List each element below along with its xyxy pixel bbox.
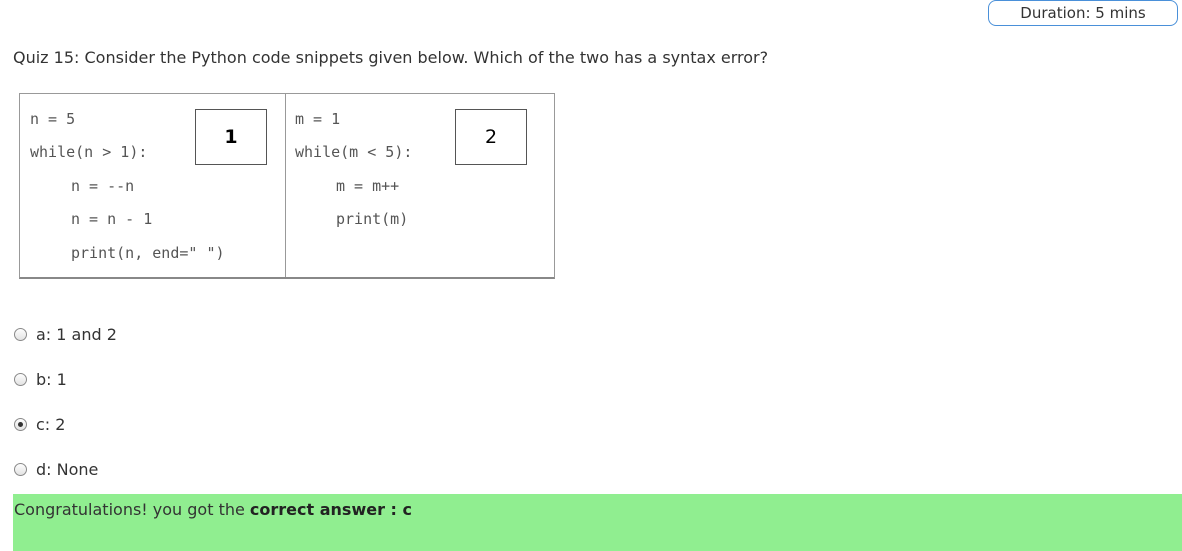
radio-button[interactable] xyxy=(14,373,27,386)
code-line: m = m++ xyxy=(336,177,400,195)
code-line: while(n > 1): xyxy=(30,143,148,161)
option-label: b: 1 xyxy=(36,370,67,389)
option-d[interactable] xyxy=(14,460,98,479)
option-label: c: 2 xyxy=(36,415,66,434)
code-snippets-table xyxy=(19,93,555,279)
duration-badge: Duration: 5 mins xyxy=(988,0,1178,26)
radio-button[interactable] xyxy=(14,328,27,341)
option-b[interactable] xyxy=(14,370,67,389)
option-a[interactable] xyxy=(14,325,117,344)
feedback-prefix: Congratulations! you got the xyxy=(14,500,250,519)
snippet-label-1: 1 xyxy=(195,109,267,165)
option-label: d: None xyxy=(36,460,99,479)
column-divider xyxy=(285,94,286,277)
question-text: Quiz 15: Consider the Python code snippets given below. Which of the two has a syntax error? xyxy=(13,48,769,67)
radio-button-selected[interactable] xyxy=(14,418,27,431)
snippet-label-2: 2 xyxy=(455,109,527,165)
option-c[interactable] xyxy=(14,415,65,434)
option-label: a: 1 and 2 xyxy=(36,325,117,344)
radio-button[interactable] xyxy=(14,463,27,476)
feedback-message xyxy=(14,500,412,519)
code-line: n = n - 1 xyxy=(71,210,153,228)
code-line: n = --n xyxy=(71,177,135,195)
feedback-banner xyxy=(13,494,1182,551)
feedback-answer: correct answer : c xyxy=(249,500,412,519)
code-line: print(n, end=" ") xyxy=(71,244,225,262)
code-line: n = 5 xyxy=(30,110,76,128)
code-line: m = 1 xyxy=(295,110,341,128)
code-line: print(m) xyxy=(336,210,409,228)
code-line: while(m < 5): xyxy=(295,143,413,161)
